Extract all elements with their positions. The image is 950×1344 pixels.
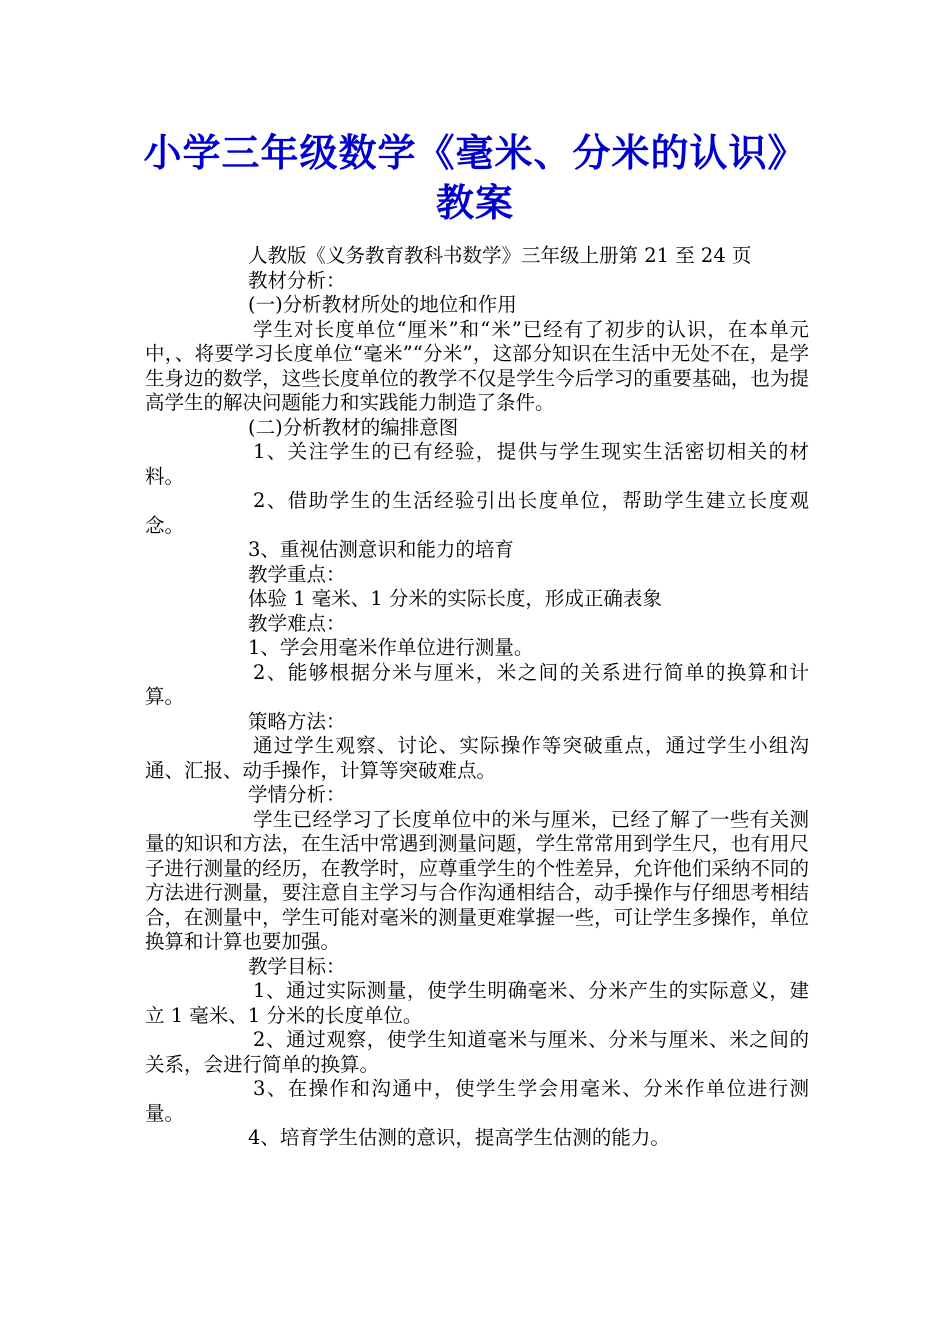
paragraph: 教材分析： (248, 268, 346, 292)
paragraph: 人教版《义务教育教科书数学》三年级上册第 21 至 24 页 (248, 244, 752, 267)
document-body (145, 244, 809, 1151)
paragraph: 4、培育学生估测的意识，提高学生估测的能力。 (248, 1126, 670, 1149)
paragraph: 1、通过实际测量，使学生明确毫米、分米产生的实际意义，建立 1 毫米、1 分米的长度单位。 (145, 979, 809, 1027)
paragraph: 教学目标： (248, 954, 346, 978)
paragraph: 教学难点： (248, 611, 346, 635)
document-title: 小学三年级数学《毫米、分米的认识》教案 (143, 131, 807, 225)
paragraph: 2、通过观察，使学生知道毫米与厘米、分米与厘米、米之间的关系，会进行简单的换算。 (145, 1028, 809, 1076)
paragraph: 教学重点： (248, 562, 346, 586)
paragraph: (一)分析教材所处的地位和作用 (248, 293, 517, 316)
paragraph: 通过学生观察、讨论、实际操作等突破重点，通过学生小组沟通、汇报、动手操作，计算等突破难点。 (145, 734, 809, 782)
paragraph: 体验 1 毫米、1 分米的实际长度，形成正确表象 (248, 587, 662, 610)
paragraph: 学生对长度单位“厘米”和“米”已经有了初步的认识，在本单元中，、将要学习长度单位“毫米”“分米”，这部分知识在生活中无处不在，是学生身边的数学，这些长度单位的教学不仅是学生今后学习的重要基础，也为提高学生的解决问题能力和实践能力制造了条件。 (145, 317, 809, 414)
paragraph: 学情分析： (248, 783, 346, 806)
paragraph: 策略方法： (248, 709, 346, 733)
paragraph: 3、在操作和沟通中，使学生学会用毫米、分米作单位进行测量。 (145, 1077, 809, 1125)
paragraph: 2、借助学生的生活经验引出长度单位，帮助学生建立长度观念。 (145, 489, 809, 537)
paragraph: 1、学会用毫米作单位进行测量。 (248, 636, 534, 659)
paragraph: 学生已经学习了长度单位中的米与厘米，已经了解了一些有关测量的知识和方法，在生活中常遇到测量问题，学生常常用到学生尺，也有用尺子进行测量的经历，在教学时，应尊重学生的个性差异，允许他们采纳不同的方法进行测量，要注意自主学习与合作沟通相结合，动手操作与仔细思考相结合，在测量中，学生可能对毫米的测量更难掌握一些，可让学生多操作，单位换算和计算也要加强。 (145, 807, 809, 953)
paragraph: 3、重视估测意识和能力的培育 (248, 538, 514, 561)
paragraph: 1、关注学生的已有经验，提供与学生现实生活密切相关的材料。 (145, 440, 809, 488)
paragraph: 2、能够根据分米与厘米，米之间的关系进行简单的换算和计算。 (145, 660, 809, 708)
paragraph: (二)分析教材的编排意图 (248, 415, 459, 439)
